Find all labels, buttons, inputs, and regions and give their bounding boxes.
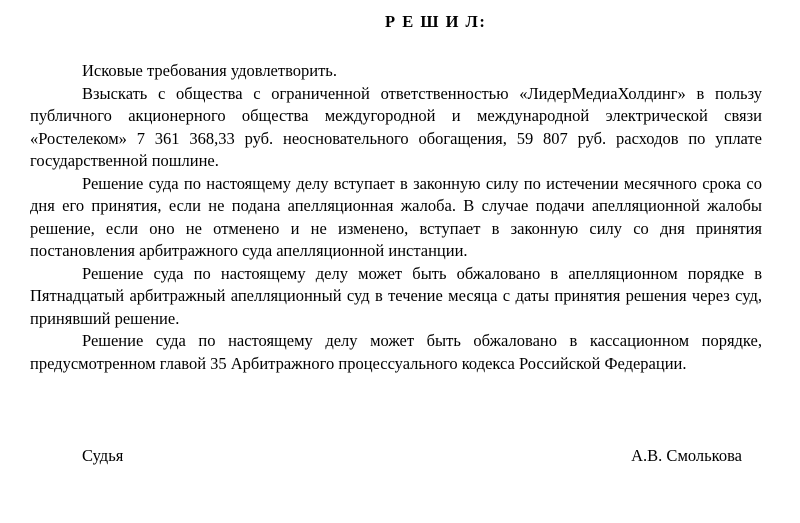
paragraph-entry-into-force: Решение суда по настоящему делу вступает в законную силу по истечении месячного срока со дня его принятия, если не подана апелляционная жалоба. В случае подачи апелляционной жалобы решение, если оно не отменено и не изменено, вступает в законную силу со дня принятия постановления арбитражного суда апелляционной инстанции. xyxy=(30,173,762,260)
decision-body xyxy=(30,60,762,375)
paragraph-claims-satisfied: Исковые требования удовлетворить. xyxy=(82,61,337,80)
paragraph-cassation: Решение суда по настоящему делу может быть обжаловано в кассационном порядке, предусмотренном главой 35 Арбитражного процессуального кодекса Российской Федерации. xyxy=(30,331,762,373)
signature-role: Судья xyxy=(82,446,124,465)
signature-name: А.В. Смолькова xyxy=(631,446,742,465)
paragraph-appeal: Решение суда по настоящему делу может быть обжаловано в апелляционном порядке в Пятнадцатый арбитражный апелляционный суд в течение месяца с даты принятия решения через суд, принявший решение. xyxy=(30,263,762,328)
decision-heading: Р Е Ш И Л: xyxy=(385,12,487,31)
paragraph-recovery: Взыскать с общества с ограниченной ответственностью «ЛидерМедиаХолдинг» в пользу публичного акционерного общества междугородной и международной электрической связи «Ростелеком» 7 361 368,33 руб. неосновательного обогащения, 59 807 руб. расходов по уплате государственной пошлине. xyxy=(30,83,762,170)
